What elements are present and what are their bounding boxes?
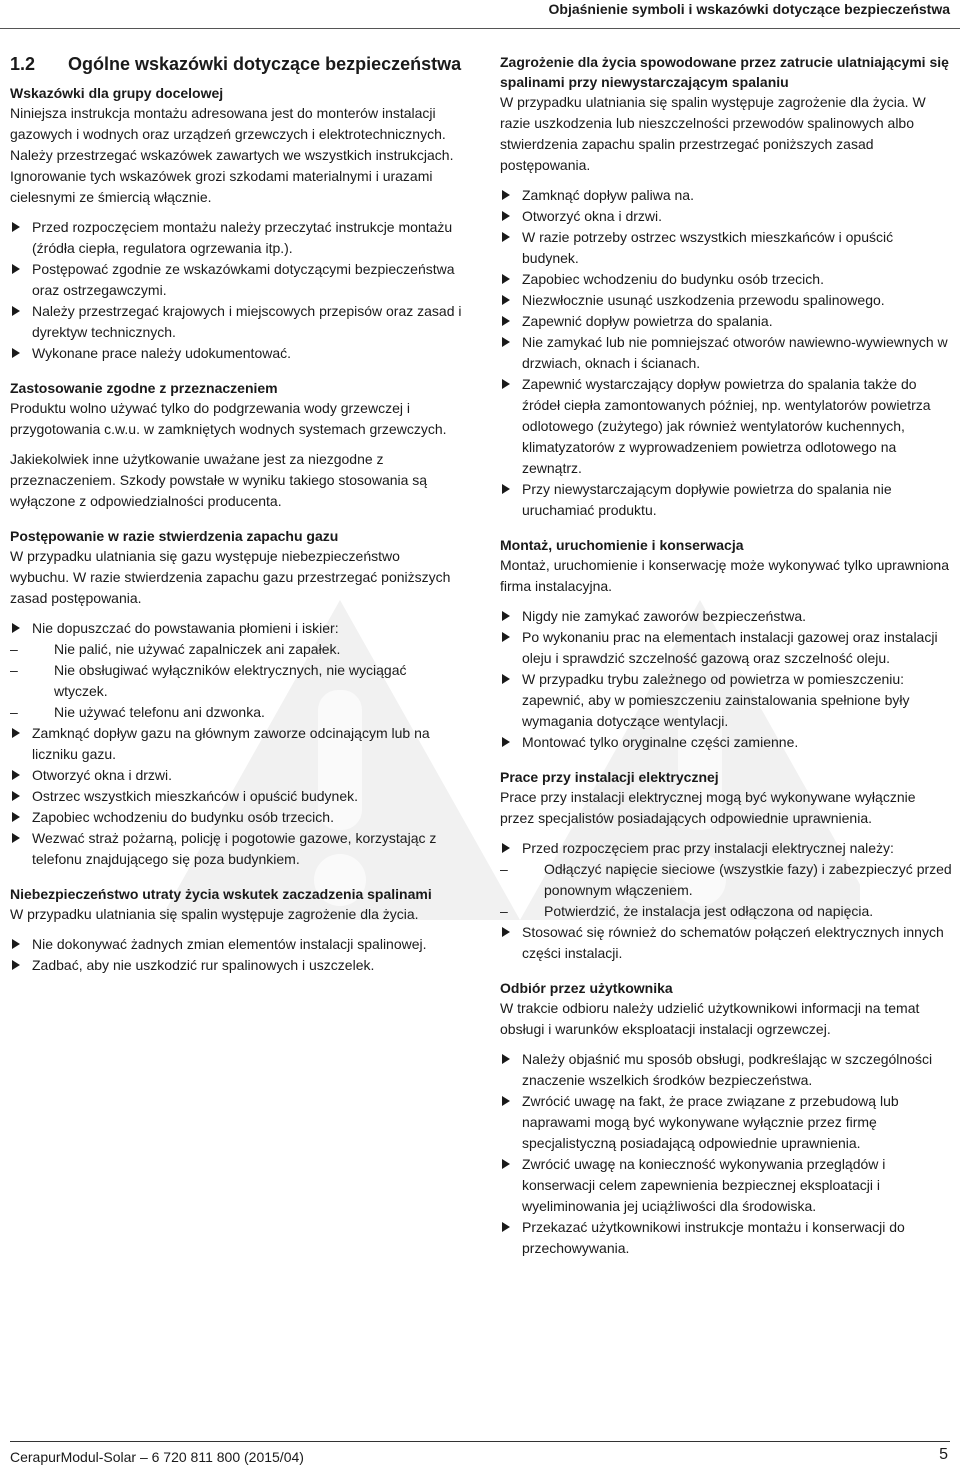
page-header [0, 0, 960, 29]
flue-gas-danger-list [10, 934, 462, 976]
gas-smell-heading: Postępowanie w razie stwierdzenia zapachu gazu [10, 528, 339, 544]
list-item: Nie zamykać lub nie pomniejszać otworów nawiewno-wywiewnych w drzwiach, oknach i ścianach. [500, 332, 952, 374]
list-item: Należy objaśnić mu sposób obsługi, podkreślając w szczególności znaczenie wszelkich środków bezpieczeństwa. [500, 1049, 952, 1091]
flue-gas-danger-heading: Niebezpieczeństwo utraty życia wskutek zaczadzenia spalinami [10, 886, 432, 902]
list-item: Stosować się również do schematów połączeń elektrycznych innych części instalacji. [500, 922, 952, 964]
list-item: Po wykonaniu prac na elementach instalacji gazowej oraz instalacji oleju i sprawdzić szczelność gazową oraz szczelność oleju. [500, 627, 952, 669]
header-title: Objaśnienie symboli i wskazówki dotyczące bezpieczeństwa [548, 1, 950, 17]
intended-use-text-1: Produktu wolno używać tylko do podgrzewania wody grzewczej i przygotowania c.w.u. w zamkniętych wodnych systemach grzewczych. [10, 400, 447, 437]
flue-poisoning-list [500, 185, 952, 521]
list-item: Nigdy nie zamykać zaworów bezpieczeństwa. [500, 606, 952, 627]
target-group-text: Niniejsza instrukcja montażu adresowana jest do monterów instalacji gazowych i wodnych oraz urządzeń grzewczych i elektrotechnicznych. Należy przestrzegać wskazówek zawartych we wszystkich instrukcjach. Ignorowanie tych wskazówek grozi szkodami materialnymi i urazami cielesnymi ze śmiercią włącznie. [10, 105, 454, 205]
list-item: Nie dokonywać żadnych zmian elementów instalacji spalinowej. [10, 934, 462, 955]
installation-list [500, 606, 952, 753]
electrical-text: Prace przy instalacji elektrycznej mogą być wykonywane wyłącznie przez specjalistów posiadających odpowiednie uprawnienia. [500, 789, 916, 826]
intended-use-heading: Zastosowanie zgodne z przeznaczeniem [10, 380, 278, 396]
list-item: Zapobiec wchodzeniu do budynku osób trzecich. [500, 269, 952, 290]
flue-gas-danger-text: W przypadku ulatniania się spalin występuje zagrożenie dla życia. [10, 906, 419, 922]
flue-poisoning-heading: Zagrożenie dla życia spowodowane przez zatrucie ulatniającymi się spalinami przy niewystarczającym spalaniu [500, 54, 949, 90]
electrical-heading: Prace przy instalacji elektrycznej [500, 769, 719, 785]
flue-poisoning-text: W przypadku ulatniania się spalin występuje zagrożenie dla życia. W razie uszkodzenia lub nieszczelności przewodów spalinowych albo stwierdzenia zapachu spalin przestrzegać poniższych zasad postępowania. [500, 94, 926, 173]
gas-smell-list [10, 618, 462, 870]
handover-text: W trakcie odbioru należy udzielić użytkownikowi informacji na temat obsługi i warunków eksploatacji instalacji ogrzewczej. [500, 1000, 920, 1037]
list-item [500, 838, 952, 922]
sublist-item: – Nie palić, nie używać zapalniczek ani zapałek. [10, 639, 462, 660]
sublist-item: – Potwierdzić, że instalacja jest odłączona od napięcia. [500, 901, 952, 922]
sublist-item: – Nie używać telefonu ani dzwonka. [10, 702, 462, 723]
list-item: Przekazać użytkownikowi instrukcje montażu i konserwacji do przechowywania. [500, 1217, 952, 1259]
list-item: Przed rozpoczęciem montażu należy przeczytać instrukcje montażu (źródła ciepła, regulatora ogrzewania itp.). [10, 217, 462, 259]
list-item: Zwrócić uwagę na konieczność wykonywania przeglądów i konserwacji celem zapewnienia bezpiecznej eksploatacji i wyeliminowania jej uciążliwości dla środowiska. [500, 1154, 952, 1217]
section-title: Ogólne wskazówki dotyczące bezpieczeństwa [68, 54, 462, 74]
list-item: Wezwać straż pożarną, policję i pogotowie gazowe, korzystając z telefonu znajdującego się poza budynkiem. [10, 828, 462, 870]
right-column [500, 52, 952, 1259]
list-item [10, 618, 462, 723]
handover-list [500, 1049, 952, 1259]
installation-heading: Montaż, uruchomienie i konserwacja [500, 537, 744, 553]
electrical-sublist [500, 859, 952, 922]
handover-heading: Odbiór przez użytkownika [500, 980, 673, 996]
list-item: Otworzyć okna i drzwi. [10, 765, 462, 786]
intended-use-text-2: Jakiekolwiek inne użytkowanie uważane jest za niezgodne z przeznaczeniem. Szkody powstałe w wyniku takiego stosowania są wyłączone z odpowiedzialności producenta. [10, 451, 428, 509]
list-item-label: Przed rozpoczęciem prac przy instalacji elektrycznej należy: [522, 840, 894, 856]
gas-smell-text: W przypadku ulatniania się gazu występuje niebezpieczeństwo wybuchu. W razie stwierdzenia zapachu gazu przestrzegać poniższych zasad postępowania. [10, 548, 451, 606]
list-item: Niezwłocznie usunąć uszkodzenia przewodu spalinowego. [500, 290, 952, 311]
list-item: Ostrzec wszystkich mieszkańców i opuścić budynek. [10, 786, 462, 807]
list-item: Zapewnić dopływ powietrza do spalania. [500, 311, 952, 332]
section-number: 1.2 [10, 54, 36, 74]
list-item: W razie potrzeby ostrzec wszystkich mieszkańców i opuścić budynek. [500, 227, 952, 269]
page-number: 5 [939, 1446, 948, 1463]
list-item: Zamknąć dopływ paliwa na. [500, 185, 952, 206]
footer-divider [10, 1441, 950, 1442]
list-item: W przypadku trybu zależnego od powietrza w pomieszczeniu: zapewnić, aby w pomieszczeniu zainstalowania spełnione były wymagania dotyczące wentylacji. [500, 669, 952, 732]
list-item: Postępować zgodnie ze wskazówkami dotyczącymi bezpieczeństwa oraz ostrzegawczymi. [10, 259, 462, 301]
list-item: Zamknąć dopływ gazu na głównym zaworze odcinającym lub na liczniku gazu. [10, 723, 462, 765]
list-item: Zwrócić uwagę na fakt, że prace związane z przebudową lub naprawami mogą być wykonywane wyłącznie przez firmę specjalistyczną posiadającą odpowiednie uprawnienia. [500, 1091, 952, 1154]
installation-text: Montaż, uruchomienie i konserwację może wykonywać tylko uprawniona firma instalacyjna. [500, 557, 949, 594]
section-heading [10, 52, 462, 76]
list-item: Zadbać, aby nie uszkodzić rur spalinowych i uszczelek. [10, 955, 462, 976]
target-group-list [10, 217, 462, 364]
footer-document-id: CerapurModul-Solar – 6 720 811 800 (2015/04) [10, 1449, 304, 1465]
list-item: Należy przestrzegać krajowych i miejscowych przepisów oraz zasad i dyrektyw technicznych. [10, 301, 462, 343]
list-item: Zapewnić wystarczający dopływ powietrza do spalania także do źródeł ciepła zamontowanych później, np. wentylatorów powietrza odlotowego (zużytego) jak również wentylatorów kuchennych, klimatyzatorów z wyprowadzeniem powietrza odlotowego na zewnątrz. [500, 374, 952, 479]
list-item: Przy niewystarczającym dopływie powietrza do spalania nie uruchamiać produktu. [500, 479, 952, 521]
gas-smell-sublist [10, 639, 462, 723]
target-group-heading: Wskazówki dla grupy docelowej [10, 85, 224, 101]
list-item: Otworzyć okna i drzwi. [500, 206, 952, 227]
list-item-label: Nie dopuszczać do powstawania płomieni i iskier: [32, 620, 339, 636]
list-item: Zapobiec wchodzeniu do budynku osób trzecich. [10, 807, 462, 828]
left-column [10, 52, 462, 976]
sublist-item: – Odłączyć napięcie sieciowe (wszystkie fazy) i zabezpieczyć przed ponownym włączeniem. [500, 859, 952, 901]
list-item: Wykonane prace należy udokumentować. [10, 343, 462, 364]
electrical-list [500, 838, 952, 964]
sublist-item: – Nie obsługiwać wyłączników elektrycznych, nie wyciągać wtyczek. [10, 660, 462, 702]
list-item: Montować tylko oryginalne części zamienne. [500, 732, 952, 753]
